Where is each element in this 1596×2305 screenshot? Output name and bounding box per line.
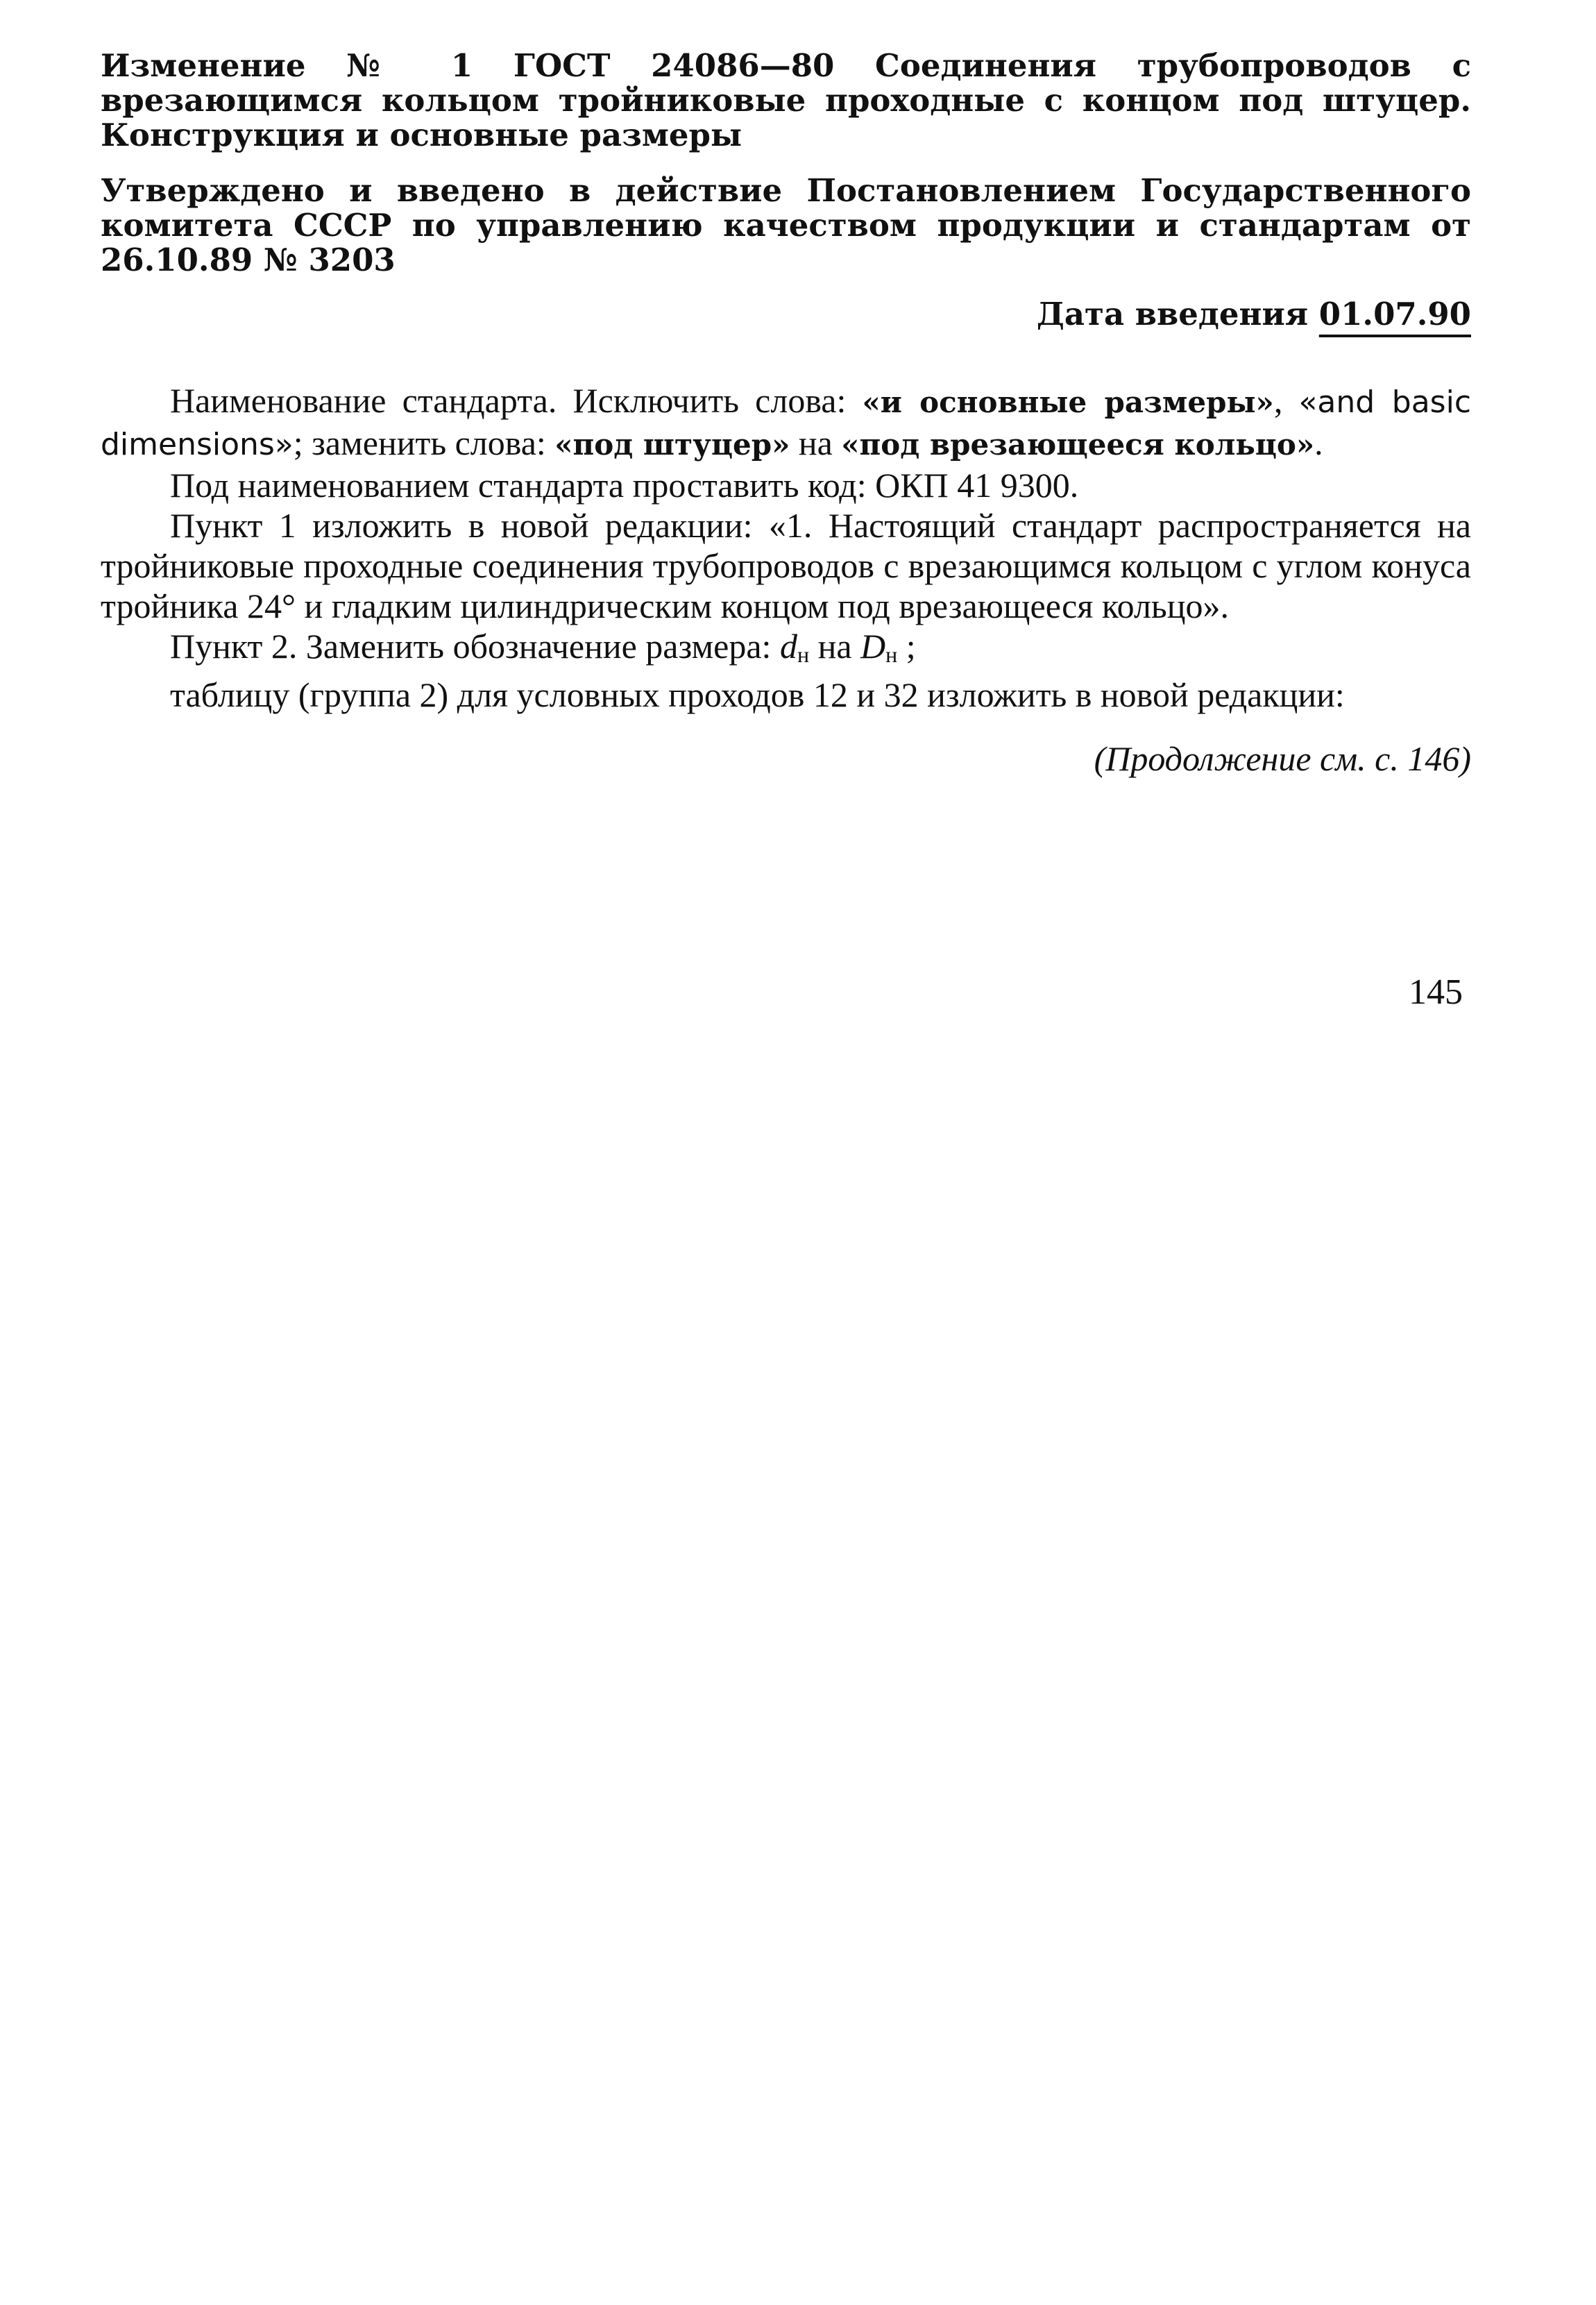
paragraph-table: таблицу (группа 2) для условных проходов 12 и 32 изложить в новой редакции:: [170, 675, 1345, 714]
text-run: ; заменить слова:: [293, 423, 555, 462]
paragraph-item-2: [101, 626, 1471, 675]
quoted-english-words: «and basic dimensions»: [101, 385, 1472, 462]
symbol-subscript: н: [885, 642, 898, 667]
symbol: d: [779, 627, 797, 666]
symbol-subscript: н: [797, 642, 810, 667]
document-page: [101, 49, 1471, 779]
text-run: на: [790, 423, 842, 462]
text-run: Пункт 2. Заменить обозначение размера:: [170, 627, 780, 666]
paragraph-item-1: Пункт 1 изложить в новой редакции: «1. Настоящий стандарт распространяется на тройниковые проходные соединения трубопроводов с врезающимся кольцом с углом конуса тройника 24° и гладким цилиндрическим концом под врезающееся кольцо».: [101, 506, 1471, 625]
amendment-body: [101, 380, 1471, 715]
text-run: на: [809, 627, 861, 666]
paragraph-okp-code: Под наименованием стандарта проставить код: ОКП 41 9300.: [170, 466, 1079, 505]
effective-date-label: Дата введения: [1036, 296, 1309, 332]
text-run: Наименование стандарта. Исключить слова:: [170, 381, 863, 420]
text-run: .: [1314, 423, 1323, 462]
symbol: D: [860, 627, 886, 666]
effective-date-value: 01.07.90: [1318, 296, 1471, 332]
text-run: ;: [897, 627, 916, 666]
page-number: 145: [1409, 972, 1463, 1012]
paragraph-title-change: [101, 380, 1471, 465]
quoted-words: «под врезающееся кольцо»: [841, 428, 1315, 462]
effective-date: [101, 297, 1471, 332]
continuation-note: (Продолжение см. с. 146): [1094, 739, 1471, 778]
quoted-words: «под штуцер»: [554, 428, 790, 462]
text-run: ,: [1273, 381, 1299, 420]
quoted-words: «и основные размеры»: [862, 385, 1274, 419]
approval-statement: Утверждено и введено в действие Постановлением Государственного комитета СССР по управлению качеством продукции и стандартам от 26.10.89 № 3203: [101, 172, 1471, 278]
amendment-title: Изменение № 1 ГОСТ 24086—80 Соединения трубопроводов с врезающимся кольцом тройниковые проходные с концом под штуцер. Конструкция и основные размеры: [101, 47, 1471, 153]
